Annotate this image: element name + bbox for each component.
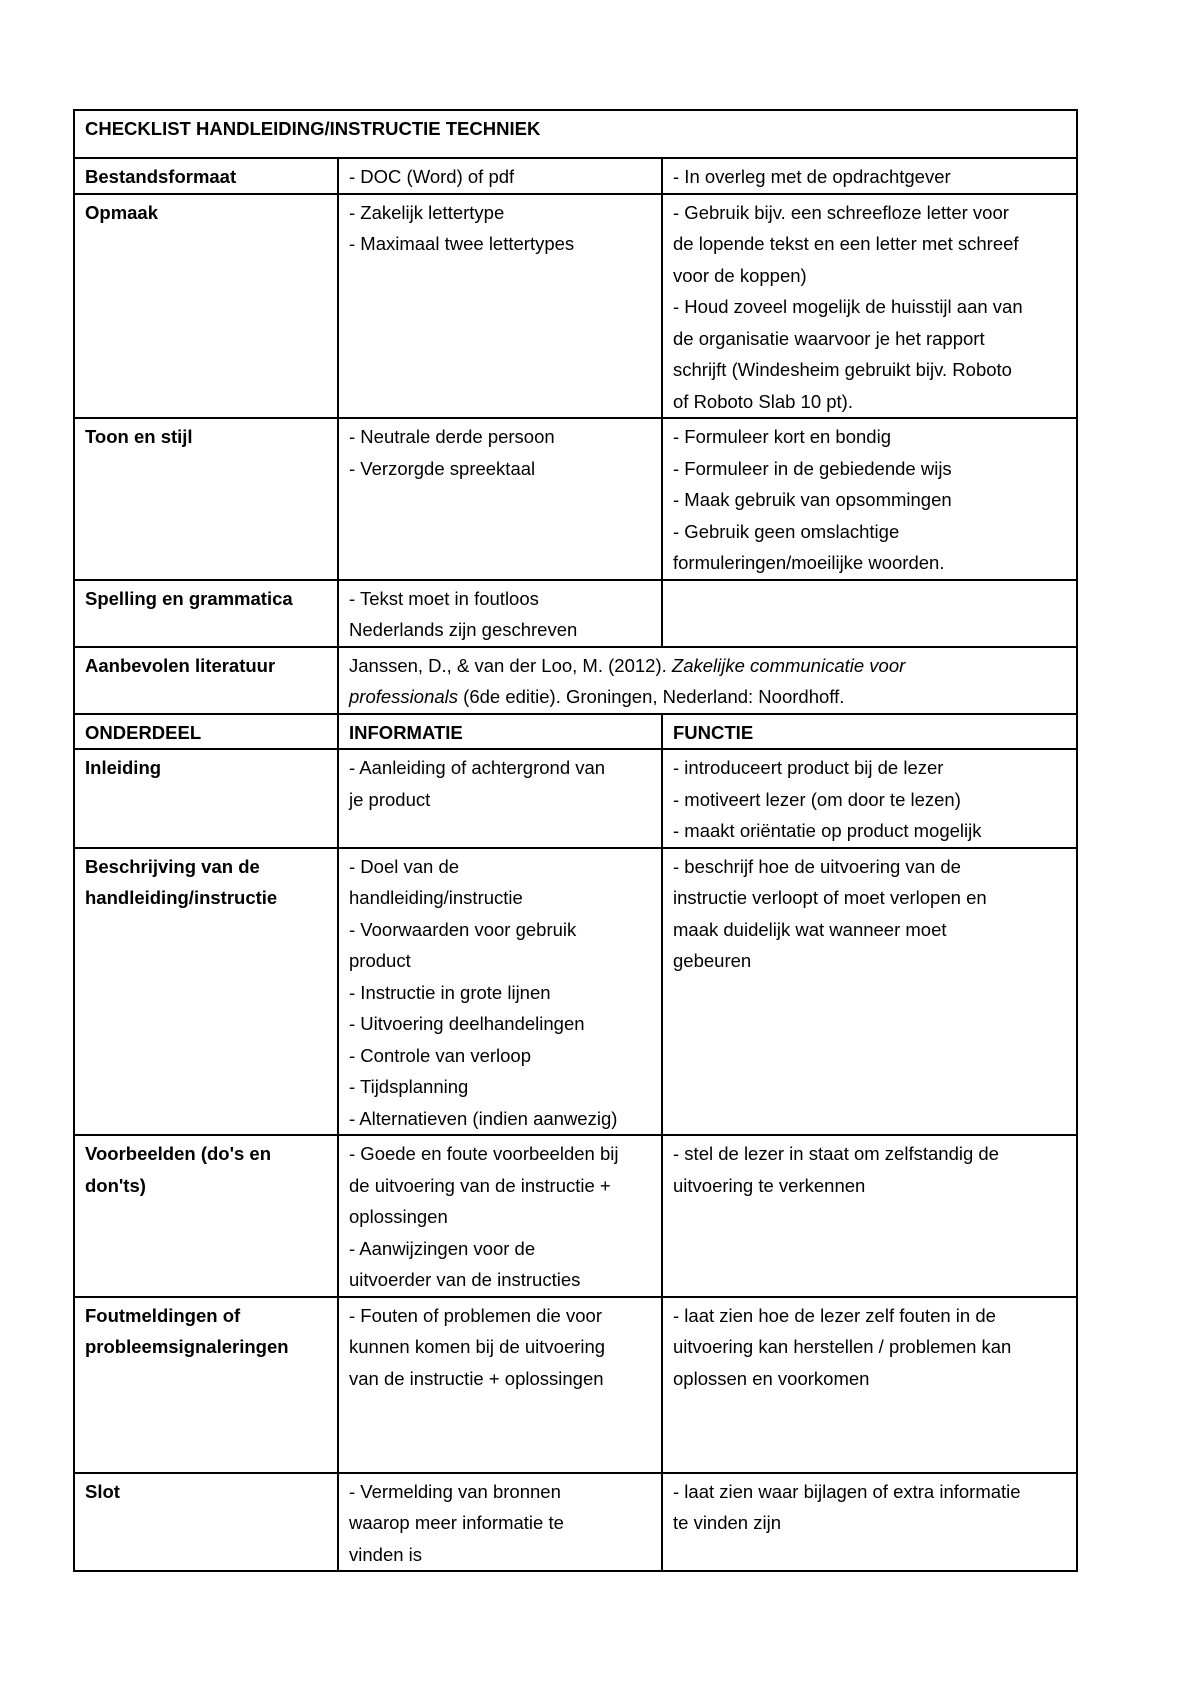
info-line: - Alternatieven (indien aanwezig) <box>349 1107 618 1129</box>
function-slot <box>662 1473 1077 1572</box>
info-line: - Neutrale derde persoon <box>349 426 555 447</box>
row-foutmeldingen <box>74 1297 1077 1473</box>
info-line: - Voorwaarden voor gebruik <box>349 918 577 940</box>
row-voorbeelden <box>74 1135 1077 1297</box>
info-beschrijving <box>338 848 662 1136</box>
document-page <box>73 109 1076 1572</box>
header-row <box>74 714 1077 750</box>
function-line: - introduceert product bij de lezer <box>673 757 944 778</box>
info-line: kunnen komen bij de uitvoering <box>349 1336 606 1357</box>
label-line: Slot <box>85 1480 120 1502</box>
label-line: Foutmeldingen of <box>85 1304 241 1326</box>
label-opmaak: Opmaak <box>74 194 338 419</box>
function-line: - beschrijf hoe de uitvoering van de <box>673 855 961 877</box>
label-voorbeelden <box>74 1135 338 1297</box>
reference-title-italic-2: professionals <box>349 686 459 707</box>
note-line: de organisatie waarvoor je het rapport <box>673 327 985 349</box>
info-opmaak <box>338 194 662 419</box>
row-toon-en-stijl <box>74 418 1077 580</box>
note-line: - In overleg met de opdrachtgever <box>673 166 951 187</box>
function-line: oplossen en voorkomen <box>673 1367 870 1389</box>
function-line: instructie verloopt of moet verlopen en <box>673 887 987 908</box>
info-line: waarop meer informatie te <box>349 1512 564 1533</box>
label-line: handleiding/instructie <box>85 887 278 908</box>
row-inleiding <box>74 749 1077 848</box>
note-line: - Maak gebruik van opsommingen <box>673 489 952 510</box>
table-title: CHECKLIST HANDLEIDING/INSTRUCTIE TECHNIEK <box>74 110 1077 158</box>
function-line: uitvoering kan herstellen / problemen kan <box>673 1336 1012 1357</box>
reference-text-start: Janssen, D., & van der Loo, M. (2012). <box>349 654 672 676</box>
title-row <box>74 110 1077 158</box>
label-line: don'ts) <box>85 1174 146 1196</box>
function-line: - motiveert lezer (om door te lezen) <box>673 788 961 810</box>
function-line: - laat zien waar bijlagen of extra informatie <box>673 1480 1021 1502</box>
literatuur-reference <box>338 647 1077 714</box>
row-literatuur <box>74 647 1077 714</box>
info-line: - Verzorgde spreektaal <box>349 457 536 479</box>
function-beschrijving <box>662 848 1077 1136</box>
label-spelling: Spelling en grammatica <box>74 580 338 647</box>
info-slot <box>338 1473 662 1572</box>
label-line: Beschrijving van de <box>85 855 260 877</box>
label-bestandsformaat: Bestandsformaat <box>74 158 338 194</box>
info-line: - Aanwijzingen voor de <box>349 1237 536 1259</box>
function-line: - maakt oriëntatie op product mogelijk <box>673 820 982 841</box>
info-line: Nederlands zijn geschreven <box>349 619 578 640</box>
note-line: - Formuleer in de gebiedende wijs <box>673 457 952 479</box>
note-opmaak <box>662 194 1077 419</box>
note-line: formuleringen/moeilijke woorden. <box>673 552 945 573</box>
info-line: - Vermelding van bronnen <box>349 1480 561 1502</box>
reference-text-end: (6de editie). Groningen, Nederland: Noordhoff. <box>458 686 845 707</box>
label-line: Inleiding <box>85 757 162 778</box>
info-line: - Instructie in grote lijnen <box>349 981 551 1003</box>
function-foutmeldingen <box>662 1297 1077 1473</box>
info-line: - Zakelijk lettertype <box>349 201 505 223</box>
label-foutmeldingen <box>74 1297 338 1473</box>
info-line: vinden is <box>349 1543 423 1565</box>
label-line: probleemsignaleringen <box>85 1336 289 1357</box>
info-line: de uitvoering van de instructie + <box>349 1174 611 1196</box>
info-line: product <box>349 950 411 971</box>
info-line: - Aanleiding of achtergrond van <box>349 757 606 778</box>
row-bestandsformaat <box>74 158 1077 194</box>
info-foutmeldingen <box>338 1297 662 1473</box>
function-voorbeelden <box>662 1135 1077 1297</box>
label-literatuur: Aanbevolen literatuur <box>74 647 338 714</box>
note-line: - Gebruik bijv. een schreefloze letter voor <box>673 201 1009 223</box>
info-line: - Goede en foute voorbeelden bij <box>349 1143 619 1164</box>
function-line: te vinden zijn <box>673 1512 781 1533</box>
info-line: - Doel van de <box>349 855 460 877</box>
info-line: - Controle van verloop <box>349 1044 532 1066</box>
note-line: - Formuleer kort en bondig <box>673 426 891 447</box>
info-inleiding <box>338 749 662 848</box>
function-line: gebeuren <box>673 950 752 971</box>
note-line: voor de koppen) <box>673 264 807 286</box>
info-line: - Tijdsplanning <box>349 1076 469 1097</box>
info-spelling <box>338 580 662 647</box>
info-line: - Uitvoering deelhandelingen <box>349 1013 585 1034</box>
info-bestandsformaat <box>338 158 662 194</box>
info-voorbeelden <box>338 1135 662 1297</box>
note-line: of Roboto Slab 10 pt). <box>673 390 853 412</box>
info-line: - Fouten of problemen die voor <box>349 1304 602 1326</box>
note-toon-en-stijl <box>662 418 1077 580</box>
info-line: uitvoerder van de instructies <box>349 1269 581 1290</box>
note-line: - Gebruik geen omslachtige <box>673 520 900 542</box>
info-line: oplossingen <box>349 1206 448 1227</box>
note-bestandsformaat <box>662 158 1077 194</box>
row-spelling <box>74 580 1077 647</box>
info-line: je product <box>349 788 431 810</box>
function-line: - laat zien hoe de lezer zelf fouten in de <box>673 1304 996 1326</box>
header-functie: FUNCTIE <box>662 714 1077 750</box>
info-line: - Maximaal twee lettertypes <box>349 233 575 254</box>
header-informatie: INFORMATIE <box>338 714 662 750</box>
info-toon-en-stijl <box>338 418 662 580</box>
note-line: schrijft (Windesheim gebruikt bijv. Roboto <box>673 359 1012 380</box>
label-toon-en-stijl: Toon en stijl <box>74 418 338 580</box>
header-onderdeel: ONDERDEEL <box>74 714 338 750</box>
info-line: van de instructie + oplossingen <box>349 1367 604 1389</box>
label-line: Voorbeelden (do's en <box>85 1143 271 1164</box>
checklist-table <box>73 109 1078 1572</box>
function-line: uitvoering te verkennen <box>673 1174 866 1196</box>
function-line: - stel de lezer in staat om zelfstandig de <box>673 1143 999 1164</box>
row-slot <box>74 1473 1077 1572</box>
label-slot <box>74 1473 338 1572</box>
label-inleiding <box>74 749 338 848</box>
note-line: de lopende tekst en een letter met schreef <box>673 233 1019 254</box>
row-opmaak <box>74 194 1077 419</box>
info-line: - DOC (Word) of pdf <box>349 166 515 187</box>
note-spelling-empty <box>662 580 1077 647</box>
info-line: handleiding/instructie <box>349 887 523 908</box>
label-beschrijving <box>74 848 338 1136</box>
note-line: - Houd zoveel mogelijk de huisstijl aan van <box>673 296 1023 317</box>
function-inleiding <box>662 749 1077 848</box>
reference-title-italic-1: Zakelijke communicatie voor <box>671 654 906 676</box>
info-line: - Tekst moet in foutloos <box>349 587 539 609</box>
function-line: maak duidelijk wat wanneer moet <box>673 918 947 940</box>
row-beschrijving <box>74 848 1077 1136</box>
